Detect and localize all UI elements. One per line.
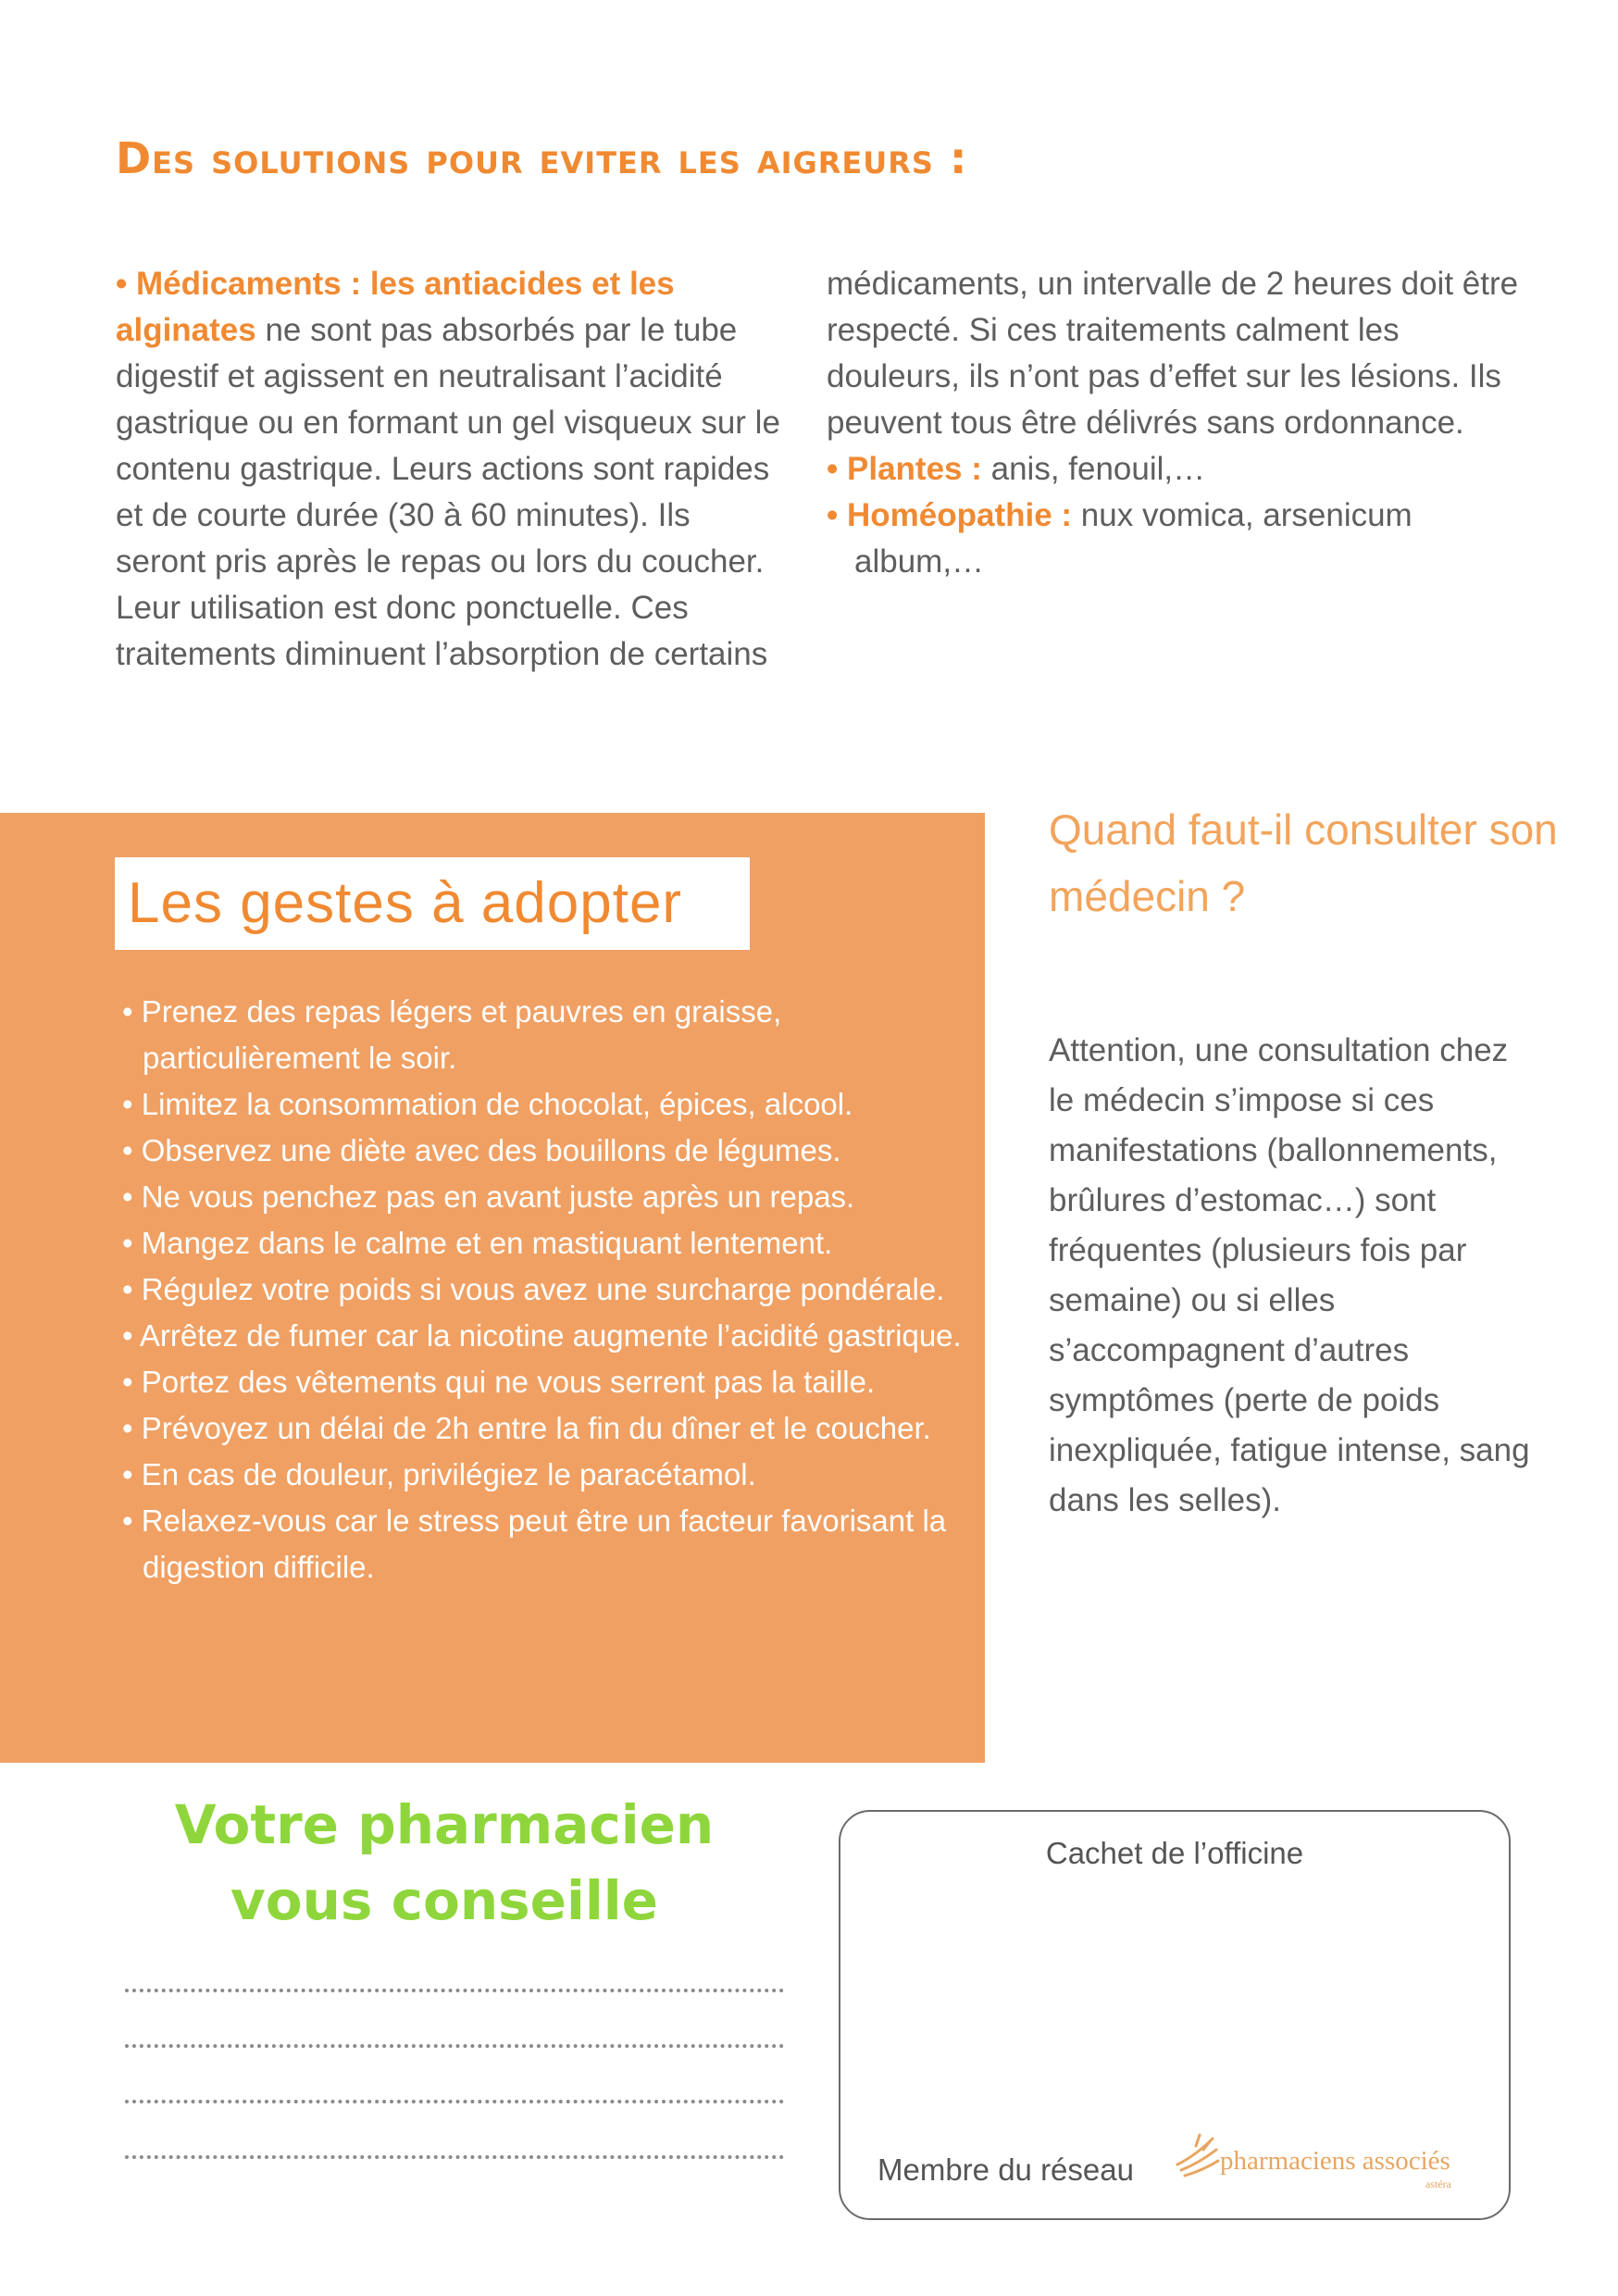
gestes-list [118,989,970,1591]
notes-line [125,2155,784,2159]
notes-line [125,2044,784,2048]
list-item: • Relaxez-vous car le stress peut être un facteur favorisant la digestion difficile. [122,1504,947,1584]
list-item: • Mangez dans le calme et en mastiquant lentement. [122,1226,833,1260]
list-item: • Régulez votre poids si vous avez une surcharge pondérale. [122,1272,945,1306]
plantes-label: Plantes : [847,451,982,487]
pharmacist-title-line2: vous conseille [230,1869,659,1932]
medicaments-paragraph [116,261,782,678]
member-label: Membre du réseau [877,2152,1134,2187]
list-item: • Observez une diète avec des bouillons de légumes. [122,1133,841,1167]
plantes-text: anis, fenouil,… [981,451,1206,487]
pharmacist-title-line1: Votre pharmacien [174,1793,715,1856]
list-item: • Prévoyez un délai de 2h entre la fin du dîner et le coucher. [122,1411,931,1445]
notes-line [125,2100,784,2103]
list-item: • Portez des vêtements qui ne vous serrent pas la taille. [122,1365,876,1399]
list-item: • Ne vous penchez pas en avant juste après un repas. [122,1179,855,1214]
stamp-label: Cachet de l’officine [1045,1836,1304,1870]
network-sub: astéra [1425,2177,1451,2190]
homeopathie-text-cont: album,… [854,543,985,580]
medicaments-label: • Médicaments : les antiacides et les alginates [116,266,675,348]
bullet: • [827,451,839,487]
list-item: • Prenez des repas légers et pauvres en graisse, particulièrement le soir. [122,994,782,1075]
gestes-title: Les gestes à adopter [128,871,683,935]
solutions-right-column [827,261,1530,585]
consult-title: Quand faut-il consulter son médecin ? [1049,805,1558,920]
page-title: Des solutions pour eviter les aigreurs : [116,133,968,183]
solutions-left-column [116,261,782,678]
homeopathie-text: nux vomica, arsenicum [1072,497,1413,533]
notes-line [125,1989,784,1992]
list-item: • Arrêtez de fumer car la nicotine augmente l’acidité gastrique. [122,1318,962,1353]
bullet: • [827,497,839,533]
medicaments-text-right: médicaments, un intervalle de 2 heures doit être respecté. Si ces traitements calment les douleurs, ils n’ont pas d’effet sur les lésions. Ils peuvent tous être délivrés sans ordonnance. [827,266,1519,441]
list-item-homeopathie [827,493,1530,585]
list-item-plantes [827,446,1530,493]
homeopathie-label: Homéopathie : [847,497,1073,533]
network-name: pharmaciens associés [1220,2146,1450,2176]
solutions-list [827,446,1530,585]
medicaments-text-left: ne sont pas absorbés par le tube digestif et agissent en neutralisant l’acidité gastrique ou en formant un gel visqueux sur le contenu gastrique. Leurs actions sont rapides et de courte durée (30 à 60 minutes). Ils seront pris après le repas ou lors du coucher. Leur utilisation est donc ponctuelle. Ces traitements diminuent l’absorption de certains [116,312,780,672]
list-item: • Limitez la consommation de chocolat, épices, alcool. [122,1087,853,1121]
list-item: • En cas de douleur, privilégiez le paracétamol. [122,1457,756,1491]
pharmacist-title [120,1787,768,1939]
consult-body: Attention, une consultation chez le médecin s’impose si ces manifestations (ballonnements, brûlures d’estomac…) sont fréquentes (plusieurs fois par semaine) ou si elles s’accompagnent d’autres symptômes (perte de poids inexpliquée, fatigue intense, sang dans les selles). [1049,1032,1530,1518]
